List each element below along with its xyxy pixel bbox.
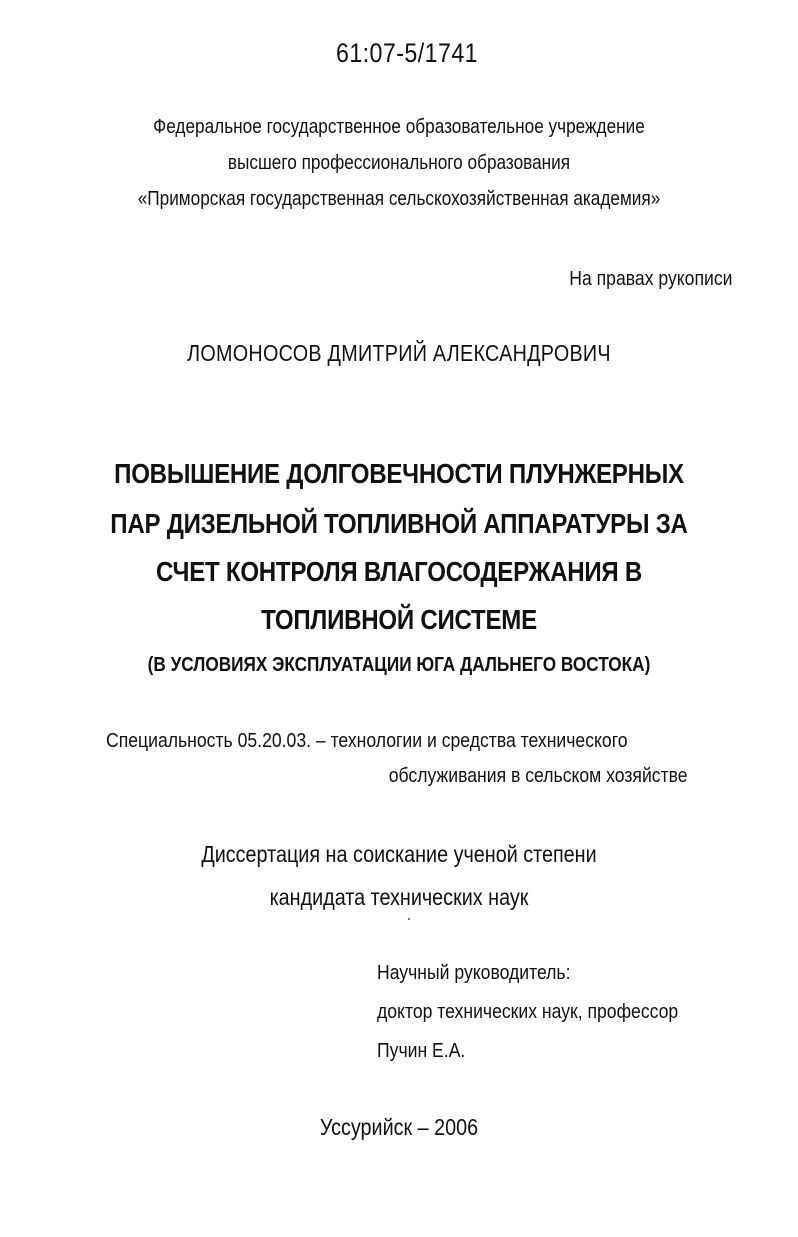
- specialty-line-1: Специальность 05.20.03. – технологии и средства технического: [106, 730, 628, 752]
- title-line-3: СЧЕТ КОНТРОЛЯ ВЛАГОСОДЕРЖАНИЯ В: [155, 556, 643, 587]
- institution-line-2: высшего профессионального образования: [227, 152, 571, 174]
- institution-line-1: Федеральное государственное образовательное учреждение: [153, 116, 645, 138]
- dissertation-line-2: кандидата технических наук: [269, 884, 529, 910]
- dissertation-line-1: Диссертация на соискание ученой степени: [201, 841, 597, 867]
- institution-line-3: «Приморская государственная сельскохозяйственная академия»: [137, 188, 661, 210]
- supervisor-degree: доктор технических наук, профессор: [377, 1001, 679, 1023]
- supervisor-label: Научный руководитель:: [377, 962, 571, 984]
- city-year: Уссурийск – 2006: [319, 1114, 479, 1140]
- title-subtitle: (В УСЛОВИЯХ ЭКСПЛУАТАЦИИ ЮГА ДАЛЬНЕГО ВОСТОКА): [147, 654, 651, 676]
- supervisor-name: Пучин Е.А.: [377, 1040, 466, 1062]
- scan-speck: [408, 918, 410, 920]
- title-line-2: ПАР ДИЗЕЛЬНОЙ ТОПЛИВНОЙ АППАРАТУРЫ ЗА: [110, 508, 688, 539]
- title-line-1: ПОВЫШЕНИЕ ДОЛГОВЕЧНОСТИ ПЛУНЖЕРНЫХ: [114, 458, 684, 489]
- specialty-line-2: обслуживания в сельском хозяйстве: [389, 765, 688, 787]
- document-code: 61:07-5/1741: [335, 38, 479, 68]
- title-line-4: ТОПЛИВНОЙ СИСТЕМЕ: [261, 604, 537, 635]
- manuscript-rights: На правах рукописи: [568, 268, 732, 290]
- author-name: ЛОМОНОСОВ ДМИТРИЙ АЛЕКСАНДРОВИЧ: [187, 340, 611, 366]
